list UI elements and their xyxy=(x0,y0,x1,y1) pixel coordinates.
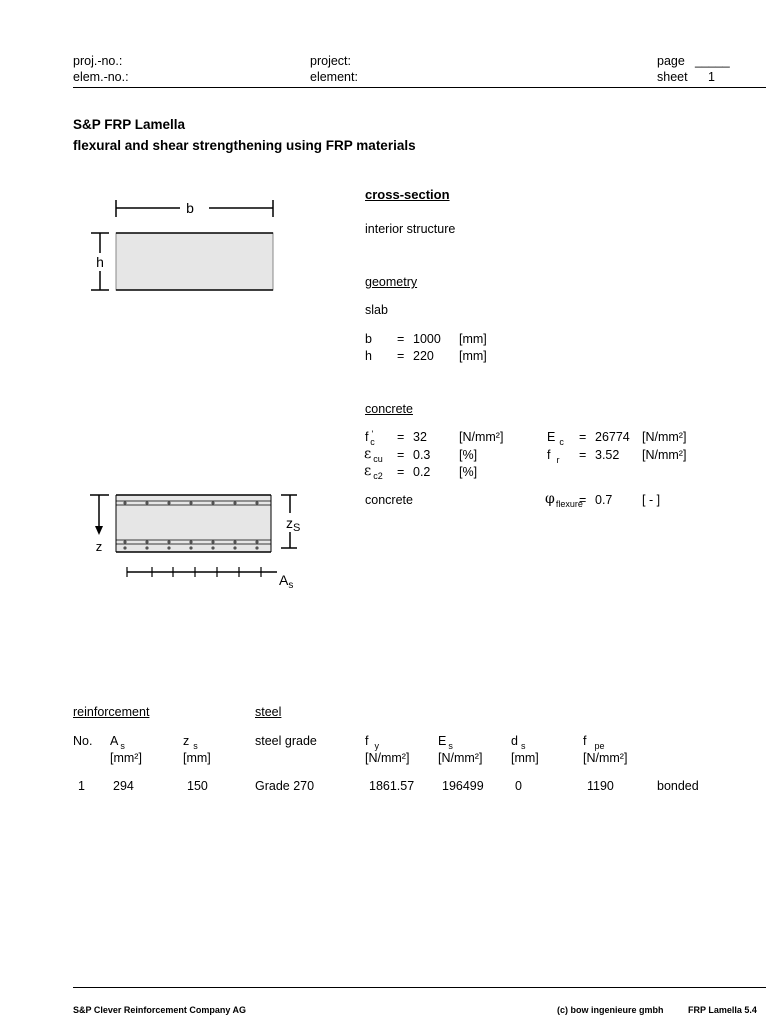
ec2-symbol: ε $_{c2}$ xyxy=(364,463,383,481)
page-label: page xyxy=(657,54,685,68)
document-subtitle: flexural and shear strengthening using FRP materials xyxy=(73,138,416,153)
col-zs: z $_s$ xyxy=(183,734,198,751)
zs-dimension-label: $z_S$ xyxy=(286,515,301,534)
h-unit: [mm] xyxy=(459,349,487,363)
row-es: 196499 xyxy=(442,779,484,793)
steel-heading: steel xyxy=(255,705,282,719)
fr-value: 3.52 xyxy=(595,448,620,462)
page-value: _____ xyxy=(695,54,730,68)
col-ds-unit: [mm] xyxy=(511,751,539,765)
as-label: $A_s$ xyxy=(279,572,294,591)
proj-no-label: proj.-no.: xyxy=(73,54,123,68)
project-label: project: xyxy=(310,54,351,68)
row-fpe: 1190 xyxy=(587,779,614,793)
row-as: 294 xyxy=(113,779,134,793)
footer-version: FRP Lamella 5.4 xyxy=(688,1005,757,1015)
col-steel-grade: steel grade xyxy=(255,734,317,748)
row-fy: 1861.57 xyxy=(369,779,415,793)
b-value: 1000 xyxy=(413,332,441,346)
phi-value: 0.7 xyxy=(595,493,613,507)
footer-company: S&P Clever Reinforcement Company AG xyxy=(73,1005,247,1015)
footer-rule xyxy=(73,987,766,988)
fc-equals: = xyxy=(397,430,405,444)
phi-symbol: $\varphi_{flexure}$ xyxy=(545,491,583,509)
b-symbol: b xyxy=(365,332,372,346)
b-equals: = xyxy=(397,332,405,346)
fr-symbol: f $_r$ xyxy=(547,448,560,465)
ecu-symbol: ε $_{cu}$ xyxy=(364,446,383,464)
h-dimension-label: h xyxy=(96,254,104,270)
col-fy: f $_y$ xyxy=(365,734,379,751)
col-es-unit: [N/mm²] xyxy=(438,751,483,765)
ec2-unit: [%] xyxy=(459,465,478,479)
ec2-value: 0.2 xyxy=(413,465,431,479)
b-dimension-label: b xyxy=(186,200,194,216)
col-as: A $_s$ xyxy=(110,734,125,751)
sheet-label: sheet xyxy=(657,70,688,84)
col-fpe-unit: [N/mm²] xyxy=(583,751,628,765)
phi-unit: [ - ] xyxy=(642,493,661,507)
col-ds: d $_s$ xyxy=(511,734,526,751)
document-title: S&P FRP Lamella xyxy=(73,117,186,132)
ecu-unit: [%] xyxy=(459,448,478,462)
phi-equals: = xyxy=(579,493,587,507)
fr-equals: = xyxy=(579,448,587,462)
h-equals: = xyxy=(397,349,405,363)
col-es: E $_s$ xyxy=(438,734,453,751)
ecu-value: 0.3 xyxy=(413,448,431,462)
cross-section-heading: cross-section xyxy=(365,187,450,202)
h-symbol: h xyxy=(365,349,372,363)
ec-modulus-symbol: E $_c$ xyxy=(547,430,564,447)
ec-modulus-value: 26774 xyxy=(595,430,630,444)
reinforcement-sketch xyxy=(85,488,315,596)
cross-section-sketch xyxy=(85,195,285,305)
col-no: No. xyxy=(73,734,93,748)
row-steel-grade: Grade 270 xyxy=(255,779,315,793)
ec-modulus-equals: = xyxy=(579,430,587,444)
element-label: element: xyxy=(310,70,358,84)
ec2-equals: = xyxy=(397,465,405,479)
geometry-heading: geometry xyxy=(365,275,418,289)
fc-value: 32 xyxy=(413,430,427,444)
z-axis-label: z xyxy=(95,539,103,554)
row-ds: 0 xyxy=(515,779,522,793)
h-value: 220 xyxy=(413,349,434,363)
row-bond-type: bonded xyxy=(657,779,699,793)
footer-copyright: (c) bow ingenieure gmbh xyxy=(557,1005,664,1015)
col-fy-unit: [N/mm²] xyxy=(365,751,410,765)
concrete-heading: concrete xyxy=(365,402,413,416)
reinforcement-heading: reinforcement xyxy=(73,705,150,719)
header-rule xyxy=(73,87,766,88)
sheet-value: 1 xyxy=(708,70,715,84)
fr-unit: [N/mm²] xyxy=(642,448,687,462)
fc-unit: [N/mm²] xyxy=(459,430,504,444)
b-unit: [mm] xyxy=(459,332,487,346)
member-type: slab xyxy=(365,303,388,317)
concrete-material: concrete xyxy=(365,493,413,507)
col-as-unit: [mm²] xyxy=(110,751,142,765)
col-fpe: f $_{pe}$ xyxy=(583,734,605,751)
ecu-equals: = xyxy=(397,448,405,462)
ec-modulus-unit: [N/mm²] xyxy=(642,430,687,444)
col-zs-unit: [mm] xyxy=(183,751,211,765)
elem-no-label: elem.-no.: xyxy=(73,70,129,84)
structure-type: interior structure xyxy=(365,222,456,236)
fc-symbol: f '$_c$ xyxy=(365,429,375,447)
row-zs: 150 xyxy=(187,779,208,793)
row-no: 1 xyxy=(78,779,85,793)
